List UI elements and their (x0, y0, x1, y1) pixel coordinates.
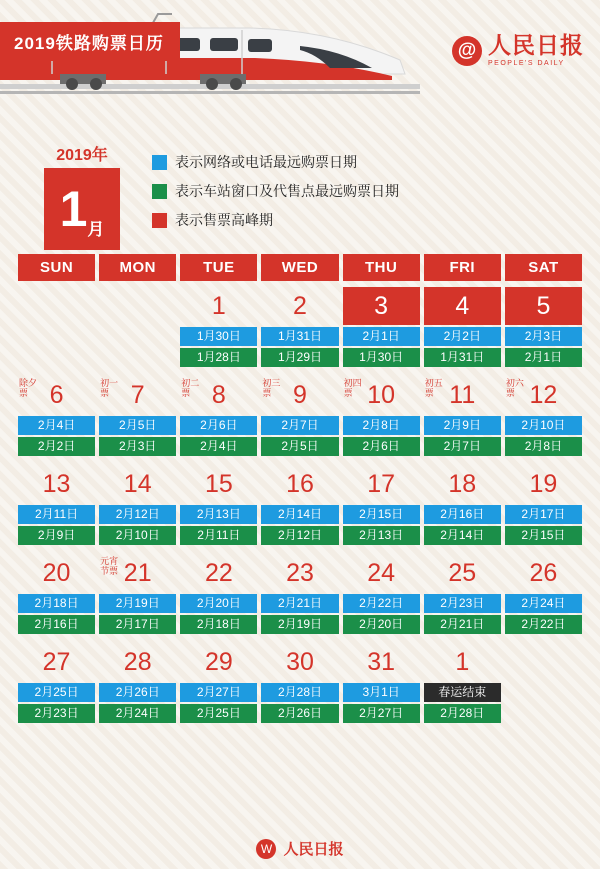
window-sale-date: 1月29日 (261, 348, 338, 367)
calendar-cell[interactable] (180, 376, 257, 456)
window-sale-date: 2月17日 (99, 615, 176, 634)
online-sale-date: 1月31日 (261, 327, 338, 346)
banner-title: 2019铁路购票日历 (0, 22, 180, 61)
day-number: 12 (529, 381, 558, 409)
window-sale-date: 2月27日 (343, 704, 420, 723)
online-sale-date: 2月13日 (180, 505, 257, 524)
day-number: 16 (286, 470, 314, 498)
weekday-mon: MON (99, 254, 176, 281)
day-number: 3 (343, 287, 420, 325)
calendar (0, 254, 600, 723)
window-sale-date: 2月21日 (424, 615, 501, 634)
online-sale-date: 2月8日 (343, 416, 420, 435)
window-sale-date: 2月14日 (424, 526, 501, 545)
day-number: 6 (49, 381, 64, 409)
online-sale-date: 2月7日 (261, 416, 338, 435)
online-sale-date: 2月4日 (18, 416, 95, 435)
calendar-cell[interactable] (424, 376, 501, 456)
day-number: 17 (367, 470, 396, 498)
lunar-note: 初五票 (424, 378, 443, 398)
calendar-week-row (18, 554, 582, 634)
lunar-note: 初二票 (181, 378, 200, 398)
legend-swatch-blue-icon (152, 155, 167, 170)
lunar-note: 初六票 (505, 378, 524, 398)
calendar-week-row (18, 287, 582, 367)
day-number: 18 (448, 470, 477, 498)
day-number: 29 (204, 648, 233, 676)
calendar-weeks (18, 287, 582, 723)
online-sale-date: 2月12日 (99, 505, 176, 524)
calendar-cell[interactable] (343, 643, 420, 723)
window-sale-date: 2月1日 (505, 348, 582, 367)
calendar-cell[interactable] (505, 554, 582, 634)
day-number: 11 (449, 381, 476, 409)
window-sale-date: 1月30日 (343, 348, 420, 367)
online-sale-date: 2月1日 (343, 327, 420, 346)
peoples-daily-logo (452, 34, 584, 67)
calendar-cell[interactable] (99, 376, 176, 456)
legend-label-peak: 表示售票高峰期 (175, 212, 273, 228)
legend-label-online: 表示网络或电话最远购票日期 (175, 154, 357, 170)
window-sale-date (505, 704, 582, 723)
day-number: 5 (505, 287, 582, 325)
window-sale-date: 2月11日 (180, 526, 257, 545)
lunar-note: 初四票 (343, 378, 362, 398)
lunar-note: 初三票 (262, 378, 281, 398)
calendar-cell[interactable] (18, 554, 95, 634)
online-sale-date: 2月23日 (424, 594, 501, 613)
online-sale-date: 2月16日 (424, 505, 501, 524)
online-sale-date: 1月30日 (180, 327, 257, 346)
month-block (44, 142, 120, 250)
day-number: 1 (455, 648, 470, 676)
window-sale-date (18, 348, 95, 367)
month-suffix: 月 (87, 220, 105, 239)
online-sale-date: 2月11日 (18, 505, 95, 524)
weekday-sat: SAT (505, 254, 582, 281)
logo-english-name: PEOPLE'S DAILY (488, 60, 565, 67)
weekday-header-row (18, 254, 582, 281)
calendar-cell[interactable] (180, 554, 257, 634)
calendar-cell[interactable] (261, 465, 338, 545)
legend-item-online (152, 152, 399, 172)
lunar-note: 元宵节票 (100, 556, 119, 576)
window-sale-date: 2月7日 (424, 437, 501, 456)
calendar-cell[interactable] (424, 287, 501, 367)
online-sale-date: 2月20日 (180, 594, 257, 613)
online-sale-date: 2月22日 (343, 594, 420, 613)
window-sale-date: 2月28日 (424, 704, 501, 723)
online-sale-date (18, 327, 95, 346)
online-sale-date: 2月9日 (424, 416, 501, 435)
calendar-cell[interactable] (180, 465, 257, 545)
day-number: 21 (123, 559, 152, 587)
online-sale-date: 2月26日 (99, 683, 176, 702)
calendar-cell[interactable] (99, 643, 176, 723)
online-sale-date: 2月19日 (99, 594, 176, 613)
window-sale-date: 2月8日 (505, 437, 582, 456)
calendar-cell[interactable] (343, 554, 420, 634)
legend-item-window (152, 181, 399, 201)
online-sale-date: 2月17日 (505, 505, 582, 524)
at-sign-icon: @ (452, 36, 482, 66)
legend (152, 152, 399, 239)
online-sale-date: 2月6日 (180, 416, 257, 435)
day-number: 23 (286, 559, 314, 587)
logo-chinese-name: 人民日报 (488, 32, 584, 58)
day-number: 19 (529, 470, 558, 498)
footer-label: 人民日报 (283, 841, 344, 858)
online-sale-date (505, 683, 582, 702)
day-number: 4 (424, 287, 501, 325)
weekday-thu: THU (343, 254, 420, 281)
day-number: 30 (286, 648, 314, 676)
calendar-cell[interactable] (424, 465, 501, 545)
window-sale-date: 2月22日 (505, 615, 582, 634)
weekday-wed: WED (261, 254, 338, 281)
online-sale-date: 2月21日 (261, 594, 338, 613)
window-sale-date: 2月2日 (18, 437, 95, 456)
online-sale-date: 2月24日 (505, 594, 582, 613)
window-sale-date: 2月15日 (505, 526, 582, 545)
online-sale-date: 2月15日 (343, 505, 420, 524)
day-number: 8 (211, 381, 226, 409)
window-sale-date: 2月20日 (343, 615, 420, 634)
calendar-cell[interactable] (261, 376, 338, 456)
calendar-cell[interactable] (261, 643, 338, 723)
calendar-cell[interactable] (18, 376, 95, 456)
window-sale-date: 2月9日 (18, 526, 95, 545)
window-sale-date: 2月6日 (343, 437, 420, 456)
calendar-week-row (18, 465, 582, 545)
window-sale-date: 1月31日 (424, 348, 501, 367)
calendar-cell[interactable] (343, 287, 420, 367)
online-sale-date (99, 327, 176, 346)
month-legend-section (0, 124, 600, 254)
calendar-cell[interactable] (99, 465, 176, 545)
calendar-cell[interactable] (505, 465, 582, 545)
window-sale-date: 2月4日 (180, 437, 257, 456)
weekday-fri: FRI (424, 254, 501, 281)
calendar-cell[interactable] (18, 465, 95, 545)
weekday-sun: SUN (18, 254, 95, 281)
calendar-cell[interactable] (343, 465, 420, 545)
day-number: 9 (293, 381, 307, 409)
window-sale-date: 1月28日 (180, 348, 257, 367)
calendar-cell[interactable] (18, 643, 95, 723)
window-sale-date: 2月23日 (18, 704, 95, 723)
day-number: 31 (367, 648, 396, 676)
day-number: 20 (42, 559, 71, 587)
weekday-tue: TUE (180, 254, 257, 281)
online-sale-date: 2月14日 (261, 505, 338, 524)
year-label: 2019年 (56, 147, 108, 164)
legend-label-window: 表示车站窗口及代售点最远购票日期 (175, 183, 399, 199)
calendar-cell[interactable] (343, 376, 420, 456)
online-sale-date: 2月25日 (18, 683, 95, 702)
window-sale-date: 2月26日 (261, 704, 338, 723)
calendar-cell[interactable] (424, 554, 501, 634)
day-number: 25 (448, 559, 477, 587)
calendar-cell[interactable] (424, 643, 501, 723)
online-sale-date: 3月1日 (343, 683, 420, 702)
header (0, 0, 600, 120)
window-sale-date: 2月3日 (99, 437, 176, 456)
day-number: 28 (123, 648, 152, 676)
window-sale-date: 2月13日 (343, 526, 420, 545)
online-sale-date: 2月18日 (18, 594, 95, 613)
online-sale-date: 2月10日 (505, 416, 582, 435)
window-sale-date: 2月18日 (180, 615, 257, 634)
calendar-cell[interactable] (99, 554, 176, 634)
day-number: 22 (204, 559, 233, 587)
day-number: 14 (123, 470, 152, 498)
calendar-cell-empty (505, 643, 582, 723)
online-sale-date: 2月3日 (505, 327, 582, 346)
day-number: 13 (42, 470, 71, 498)
calendar-cell[interactable] (180, 643, 257, 723)
calendar-cell-empty (18, 287, 95, 367)
window-sale-date: 2月24日 (99, 704, 176, 723)
footer (0, 838, 600, 859)
day-number: 24 (367, 559, 396, 587)
legend-swatch-green-icon (152, 184, 167, 199)
window-sale-date: 2月19日 (261, 615, 338, 634)
window-sale-date: 2月12日 (261, 526, 338, 545)
calendar-cell[interactable] (180, 287, 257, 367)
window-sale-date: 2月5日 (261, 437, 338, 456)
calendar-cell[interactable] (261, 287, 338, 367)
calendar-cell[interactable] (505, 287, 582, 367)
online-sale-date: 2月5日 (99, 416, 176, 435)
window-sale-date (99, 348, 176, 367)
online-sale-date: 2月28日 (261, 683, 338, 702)
weibo-icon: W (256, 839, 276, 859)
day-number: 15 (204, 470, 233, 498)
day-number: 2 (293, 292, 307, 320)
window-sale-date: 2月16日 (18, 615, 95, 634)
online-sale-date: 春运结束 (424, 683, 501, 702)
calendar-week-row (18, 376, 582, 456)
day-number: 1 (211, 292, 226, 320)
window-sale-date: 2月10日 (99, 526, 176, 545)
legend-swatch-red-icon (152, 213, 167, 228)
day-number: 27 (42, 648, 71, 676)
day-number: 7 (130, 381, 145, 409)
window-sale-date: 2月25日 (180, 704, 257, 723)
online-sale-date: 2月2日 (424, 327, 501, 346)
month-card (44, 168, 120, 250)
calendar-week-row (18, 643, 582, 723)
month-number: 1 (59, 181, 88, 237)
calendar-cell[interactable] (261, 554, 338, 634)
legend-item-peak (152, 210, 399, 230)
lunar-note: 初一票 (100, 378, 119, 398)
day-number: 10 (367, 381, 396, 409)
calendar-cell[interactable] (505, 376, 582, 456)
calendar-cell-empty (99, 287, 176, 367)
online-sale-date: 2月27日 (180, 683, 257, 702)
lunar-note: 除夕票 (19, 378, 38, 398)
day-number: 26 (529, 559, 558, 587)
